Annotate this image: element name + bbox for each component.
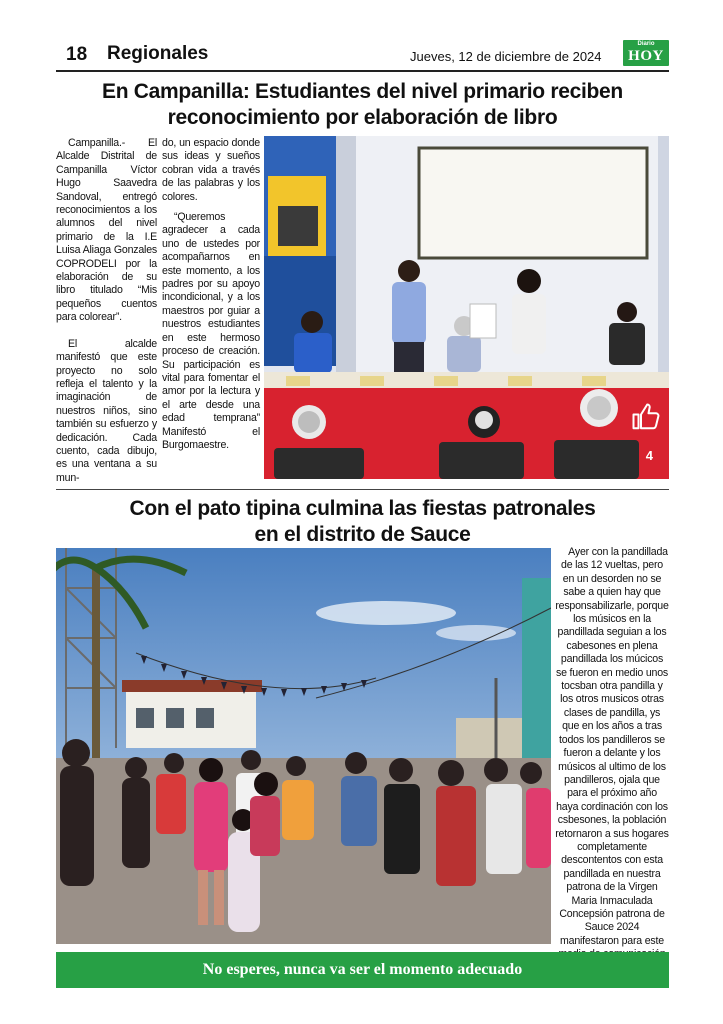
article2-headline-line2: en el distrito de Sauce: [254, 523, 471, 546]
footer-banner: No esperes, nunca va ser el momento adecuado: [56, 952, 669, 988]
article2-headline: [56, 496, 669, 548]
article2-column: [555, 546, 669, 988]
ceremony-photo-illustration: [264, 136, 669, 479]
article1-headline-line2: reconocimiento por elaboración de libro: [167, 106, 558, 129]
article1-photo: [264, 136, 669, 479]
thumbs-up-icon: [631, 402, 661, 432]
article2-headline-line1: Con el pato tipina culmina las fiestas patronales: [129, 497, 596, 520]
article1-column2: [162, 137, 260, 465]
article1-paragraph: “Queremos agradecer a cada uno de ustedes por acompañarnos en este momento, a los padres por su apoyo incondicional, y a los maestros por guiar a nuestros estudiantes en este hermoso proceso de creación. Su participación es vital para fomentar el amor por la lectura y el arte desde una edad temprana” Manifestó el Burgomaestre.: [162, 211, 260, 451]
article2-paragraph: Ayer con la pandillada de las 12 vueltas, pero en un desorden no se sabe a quien hay que responsabilizarle, porque los músicos en la pandillada seguian a los cabesones en plena pandillada los múcicos se fueron en medio unos tocsban otra pandilla y los otros musicos otras clases de pandilla, ys que en los años a tras todos los pandilleros se fueron a delante y los músicos al ultimo de los pandilleros, ojala que para el próximo año haya cordinación con los csbesones, la población retornaron a sus hogares completamente descontentos con esta pandillada en nuestra patrona de la Virgen Maria Inmaculada Concepsión patrona de Sauce 2024 manifestaron para este: [555, 546, 669, 947]
photo-counter: 4: [645, 448, 653, 463]
article1-headline-line1: En Campanilla: Estudiantes del nivel primario reciben: [102, 80, 623, 103]
article1-column1: [56, 137, 157, 498]
article1-paragraph: Campanilla.- El Alcalde Distrital de Campanilla Víctor Hugo Saavedra Sandoval, entregó reconocimientos a los alumnos del nivel primario de la I.E Luisa Aliaga Gonzales COPRODELI por la elaboración de su libro titulado “Mis pequeños cuentos para colorear”.: [56, 137, 157, 324]
logo-big-text: HOY: [628, 48, 664, 64]
article1-paragraph: do, un espacio donde sus ideas y sueños cobran vida a través de las palabras y los colores.: [162, 137, 260, 203]
page-number: 18: [66, 44, 88, 65]
section-divider: [56, 489, 669, 490]
section-title: Regionales: [107, 43, 209, 64]
festival-crowd-illustration: [56, 548, 551, 944]
issue-date: Jueves, 12 de diciembre de 2024: [410, 49, 602, 64]
article1-headline: [56, 79, 669, 131]
article2-photo: [56, 548, 551, 944]
logo-small-text: Diario: [637, 41, 655, 47]
article1-paragraph: El alcalde manifestó que este proyecto no solo refleja el talento y la imaginación de nuestros niños, sino también su esfuerzo y dedicación. Cada cuento, cada dibujo, es una ventana a su mun-: [56, 337, 157, 484]
newspaper-logo: [623, 40, 669, 66]
header-divider: [56, 70, 669, 72]
